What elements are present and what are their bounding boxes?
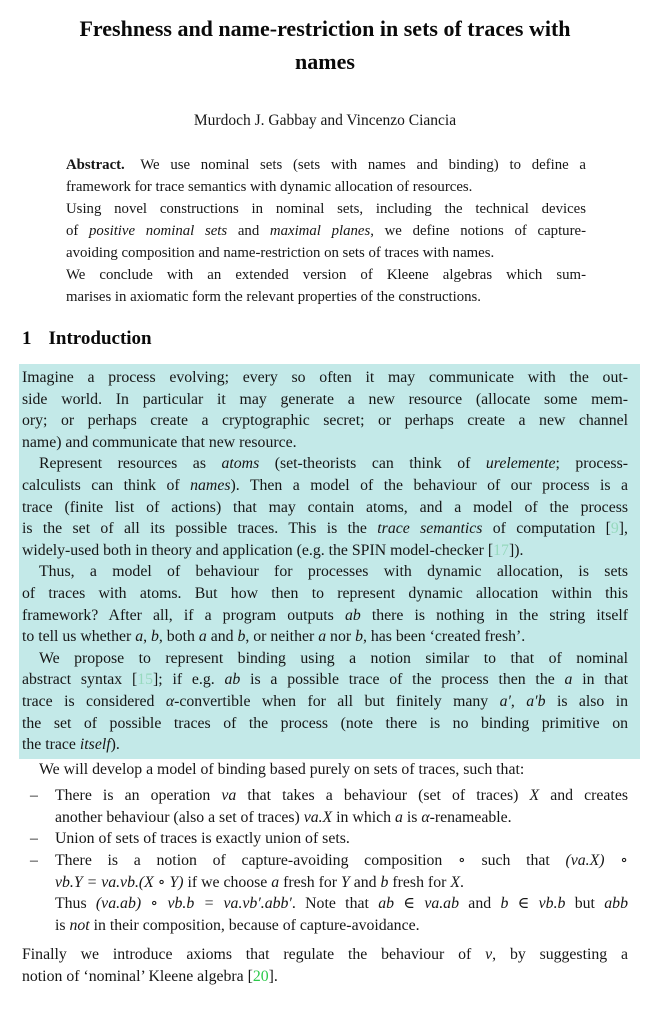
- text-run: if we choose: [183, 873, 272, 891]
- text-run: , or neither: [245, 628, 319, 646]
- bullet-item-nu-operation: [22, 785, 628, 828]
- text-run: and: [206, 628, 238, 646]
- paper-title-line-1: Freshness and name-restriction in sets of traces with: [79, 16, 571, 41]
- text-run: another behaviour (also a set of traces): [55, 808, 304, 826]
- paragraph-represent-resources: [22, 453, 628, 561]
- italic-text: (νa.X): [565, 852, 605, 870]
- text-run: in which: [332, 808, 395, 826]
- text-run: of traces with atoms. But how then to represent dynamic allocation within this: [22, 584, 628, 602]
- italic-text: a: [394, 808, 403, 826]
- text-line: [55, 872, 628, 894]
- text-line: [22, 410, 628, 432]
- text-run: abstract syntax [: [22, 671, 138, 689]
- text-run: is also in: [545, 692, 629, 710]
- italic-text: ab: [224, 671, 241, 689]
- italic-text: α: [421, 808, 430, 826]
- citation-link[interactable]: 17: [493, 541, 509, 559]
- text-run: nor: [326, 628, 356, 646]
- text-run: . Note that: [291, 895, 379, 913]
- text-line: [22, 966, 628, 988]
- italic-text: b: [151, 628, 159, 646]
- text-run: is a possible trace of the process then the: [240, 671, 565, 689]
- text-run: ,: [143, 628, 151, 646]
- text-run: the trace: [22, 736, 80, 754]
- bullet-subpara-composition: [55, 850, 628, 893]
- text-run: We propose to represent binding using a notion similar to that of nominal: [39, 649, 628, 667]
- italic-text: X: [529, 787, 540, 805]
- italic-text: b: [380, 873, 389, 891]
- text-line: [55, 893, 628, 915]
- text-line: [22, 583, 628, 605]
- section-number: 1: [22, 328, 32, 349]
- bullet-subpara-thus-example: [55, 893, 628, 936]
- paragraph-finally-axioms: [22, 944, 628, 987]
- italic-text: maximal planes: [269, 223, 371, 239]
- text-run: of computation [: [482, 520, 611, 538]
- abstract-block: [66, 154, 586, 308]
- text-run: ]).: [508, 541, 524, 559]
- text-run: ).: [110, 736, 120, 754]
- text-run: name) and communicate that new resource.: [22, 433, 297, 451]
- text-line: [66, 264, 586, 286]
- text-run: , has been ‘created fresh’.: [362, 628, 526, 646]
- text-run: and creates: [539, 787, 628, 805]
- italic-text: positive nominal sets: [89, 223, 228, 239]
- italic-text: b ∈ νb.b: [500, 895, 566, 913]
- text-run: ]; if e.g.: [153, 671, 225, 689]
- text-run: Finally we introduce axioms that regulate the behaviour of: [22, 946, 486, 964]
- text-run: fresh for: [388, 873, 451, 891]
- text-run: notion of ‘nominal’ Kleene algebra [: [22, 968, 253, 986]
- text-run: ∘: [604, 852, 628, 870]
- text-run: but: [565, 895, 605, 913]
- text-line: [22, 713, 628, 735]
- text-run: trace is considered: [22, 692, 166, 710]
- italic-text: ν: [485, 946, 493, 964]
- italic-text: b: [237, 628, 246, 646]
- italic-text: ab: [344, 606, 361, 624]
- italic-text: νb.Y = νa.νb.(X ∘ Y): [55, 873, 184, 891]
- italic-text: a: [271, 873, 280, 891]
- paragraph-we-propose: [22, 648, 628, 756]
- text-run: side world. In particular it may generate a new resource (allocate some mem-: [22, 390, 628, 408]
- text-run: and: [227, 223, 270, 239]
- text-line: [22, 561, 628, 583]
- text-line: [22, 734, 628, 756]
- text-run: marises in axiomatic form the relevant properties of the constructions.: [66, 289, 482, 305]
- text-run: , by suggesting a: [492, 946, 628, 964]
- text-line: [66, 198, 586, 220]
- paper-title: [10, 12, 640, 78]
- text-line: [66, 286, 586, 308]
- text-run: We will develop a model of binding based purely on sets of traces, such that:: [39, 760, 525, 778]
- text-line: [22, 626, 628, 648]
- bullet-item-union: [22, 828, 628, 850]
- text-line: [22, 389, 628, 411]
- text-run: is: [402, 808, 422, 826]
- text-run: ,: [510, 692, 527, 710]
- bullet-dash-icon: –: [30, 787, 38, 805]
- text-run: We use nominal sets (sets with names and binding) to define a: [129, 157, 586, 173]
- text-line: [22, 605, 628, 627]
- italic-text: a: [198, 628, 207, 646]
- text-run: Imagine a process evolving; every so often it may communicate with the out-: [22, 369, 628, 386]
- text-line: [55, 915, 628, 937]
- text-run: There is an operation: [55, 787, 222, 805]
- text-line: [22, 453, 628, 475]
- text-run: widely-used both in theory and application (e.g. the SPIN model-checker [: [22, 541, 494, 559]
- bold-text: Abstract.: [66, 157, 125, 173]
- text-line: [66, 242, 586, 264]
- paper-title-line-2: names: [295, 49, 355, 74]
- text-line: [55, 850, 628, 872]
- italic-text: α: [165, 692, 175, 710]
- text-line: [55, 785, 628, 807]
- text-run: .: [459, 873, 464, 891]
- text-run: , we define notions of capture-: [370, 223, 586, 239]
- text-run: and: [458, 895, 501, 913]
- text-run: Union of sets of traces is exactly union of sets.: [55, 830, 350, 848]
- text-run: framework? After all, if a program outputs: [22, 606, 345, 624]
- text-run: -renameable.: [429, 808, 512, 826]
- text-line: [66, 220, 586, 242]
- italic-text: urelemente: [485, 455, 556, 473]
- text-line: [66, 154, 586, 176]
- italic-text: νa.X: [303, 808, 333, 826]
- text-line: [55, 828, 628, 850]
- italic-text: a′b: [526, 692, 546, 710]
- text-run: ; process-: [555, 455, 628, 473]
- text-run: ). Then a model of the behaviour of our process is a: [230, 476, 628, 494]
- italic-text: atoms: [221, 455, 260, 473]
- bullet-dash-icon: –: [30, 830, 38, 848]
- citation-link[interactable]: 9: [610, 520, 619, 538]
- text-run: there is nothing in the string itself: [360, 606, 628, 624]
- text-run: ory; or perhaps create a cryptographic secret; or perhaps create a new channel: [22, 412, 628, 430]
- text-line: [22, 648, 628, 670]
- italic-text: (νa.ab) ∘ νb.b = νa.νb′.abb′: [95, 895, 292, 913]
- text-run: Thus: [55, 895, 96, 913]
- text-run: of: [66, 223, 90, 239]
- paper-page: [0, 12, 650, 1012]
- text-run: to tell us whether: [22, 628, 136, 646]
- bullet-dash-icon: –: [30, 852, 38, 870]
- italic-text: a: [318, 628, 327, 646]
- authors-line: Murdoch J. Gabbay and Vincenzo Ciancia: [193, 112, 457, 129]
- italic-text: names: [190, 476, 231, 494]
- text-line: [22, 759, 628, 781]
- text-line: [66, 176, 586, 198]
- text-run: calculists can think of: [22, 476, 191, 494]
- bullet-item-composition: [22, 850, 628, 936]
- italic-text: a′: [499, 692, 511, 710]
- italic-text: X: [450, 873, 460, 891]
- text-line: [22, 367, 628, 389]
- text-run: fresh for: [279, 873, 342, 891]
- bullet-text: [55, 828, 628, 850]
- text-run: Thus, a model of behaviour for processes with dynamic allocation, is sets: [39, 563, 628, 581]
- text-line: [22, 518, 628, 540]
- text-run: in their composition, because of capture-avoidance.: [89, 916, 420, 934]
- bullet-text: [55, 850, 628, 936]
- italic-text: Y: [341, 873, 350, 891]
- bullet-list: [22, 785, 628, 936]
- text-run: trace (finite list of actions) that may contain atoms, and a model of the process: [22, 498, 628, 516]
- body-column: [22, 364, 628, 988]
- italic-text: a: [135, 628, 144, 646]
- text-line: [22, 540, 628, 562]
- italic-text: b: [355, 628, 363, 646]
- paragraph-imagine-process: [22, 367, 628, 453]
- text-run: that takes a behaviour (set of traces): [236, 787, 530, 805]
- text-line: [22, 669, 628, 691]
- citation-link[interactable]: 15: [137, 671, 153, 689]
- highlighted-passage: [19, 364, 640, 759]
- italic-text: νa: [221, 787, 237, 805]
- section-heading: [22, 328, 628, 350]
- text-run: Represent resources as: [39, 455, 222, 473]
- text-run: ],: [618, 520, 628, 538]
- text-run: avoiding composition and name-restriction on sets of traces with names.: [66, 245, 495, 261]
- text-run: (set-theorists can think of: [259, 455, 486, 473]
- section-title: Introduction: [48, 328, 152, 349]
- italic-text: not: [69, 916, 90, 934]
- text-run: -convertible when for all but finitely many: [174, 692, 500, 710]
- text-run: is: [55, 916, 70, 934]
- text-run: and: [349, 873, 381, 891]
- italic-text: trace semantics: [377, 520, 483, 538]
- text-line: [22, 432, 628, 454]
- italic-text: ab ∈ νa.ab: [378, 895, 459, 913]
- text-run: the set of possible traces of the process (note there is no binding primitive on: [22, 714, 628, 732]
- text-line: [22, 497, 628, 519]
- text-run: is the set of all its possible traces. This is the: [22, 520, 378, 538]
- paragraph-we-will-develop: [22, 759, 628, 781]
- text-run: Using novel constructions in nominal sets, including the technical devices: [66, 201, 586, 217]
- italic-text: abb: [604, 895, 628, 913]
- text-run: We conclude with an extended version of Kleene algebras which sum-: [66, 267, 586, 283]
- text-run: framework for trace semantics with dynamic allocation of resources.: [66, 179, 473, 195]
- text-run: in that: [572, 671, 628, 689]
- text-run: There is a notion of capture-avoiding composition ∘ such that: [55, 852, 566, 870]
- italic-text: a: [564, 671, 573, 689]
- text-run: ].: [268, 968, 278, 986]
- text-line: [22, 475, 628, 497]
- citation-link[interactable]: 20: [252, 968, 269, 986]
- text-line: [22, 691, 628, 713]
- italic-text: itself: [79, 736, 111, 754]
- text-line: [22, 944, 628, 966]
- text-run: , both: [158, 628, 199, 646]
- paragraph-thus-model: [22, 561, 628, 647]
- bullet-text: [55, 785, 628, 828]
- text-line: [55, 807, 628, 829]
